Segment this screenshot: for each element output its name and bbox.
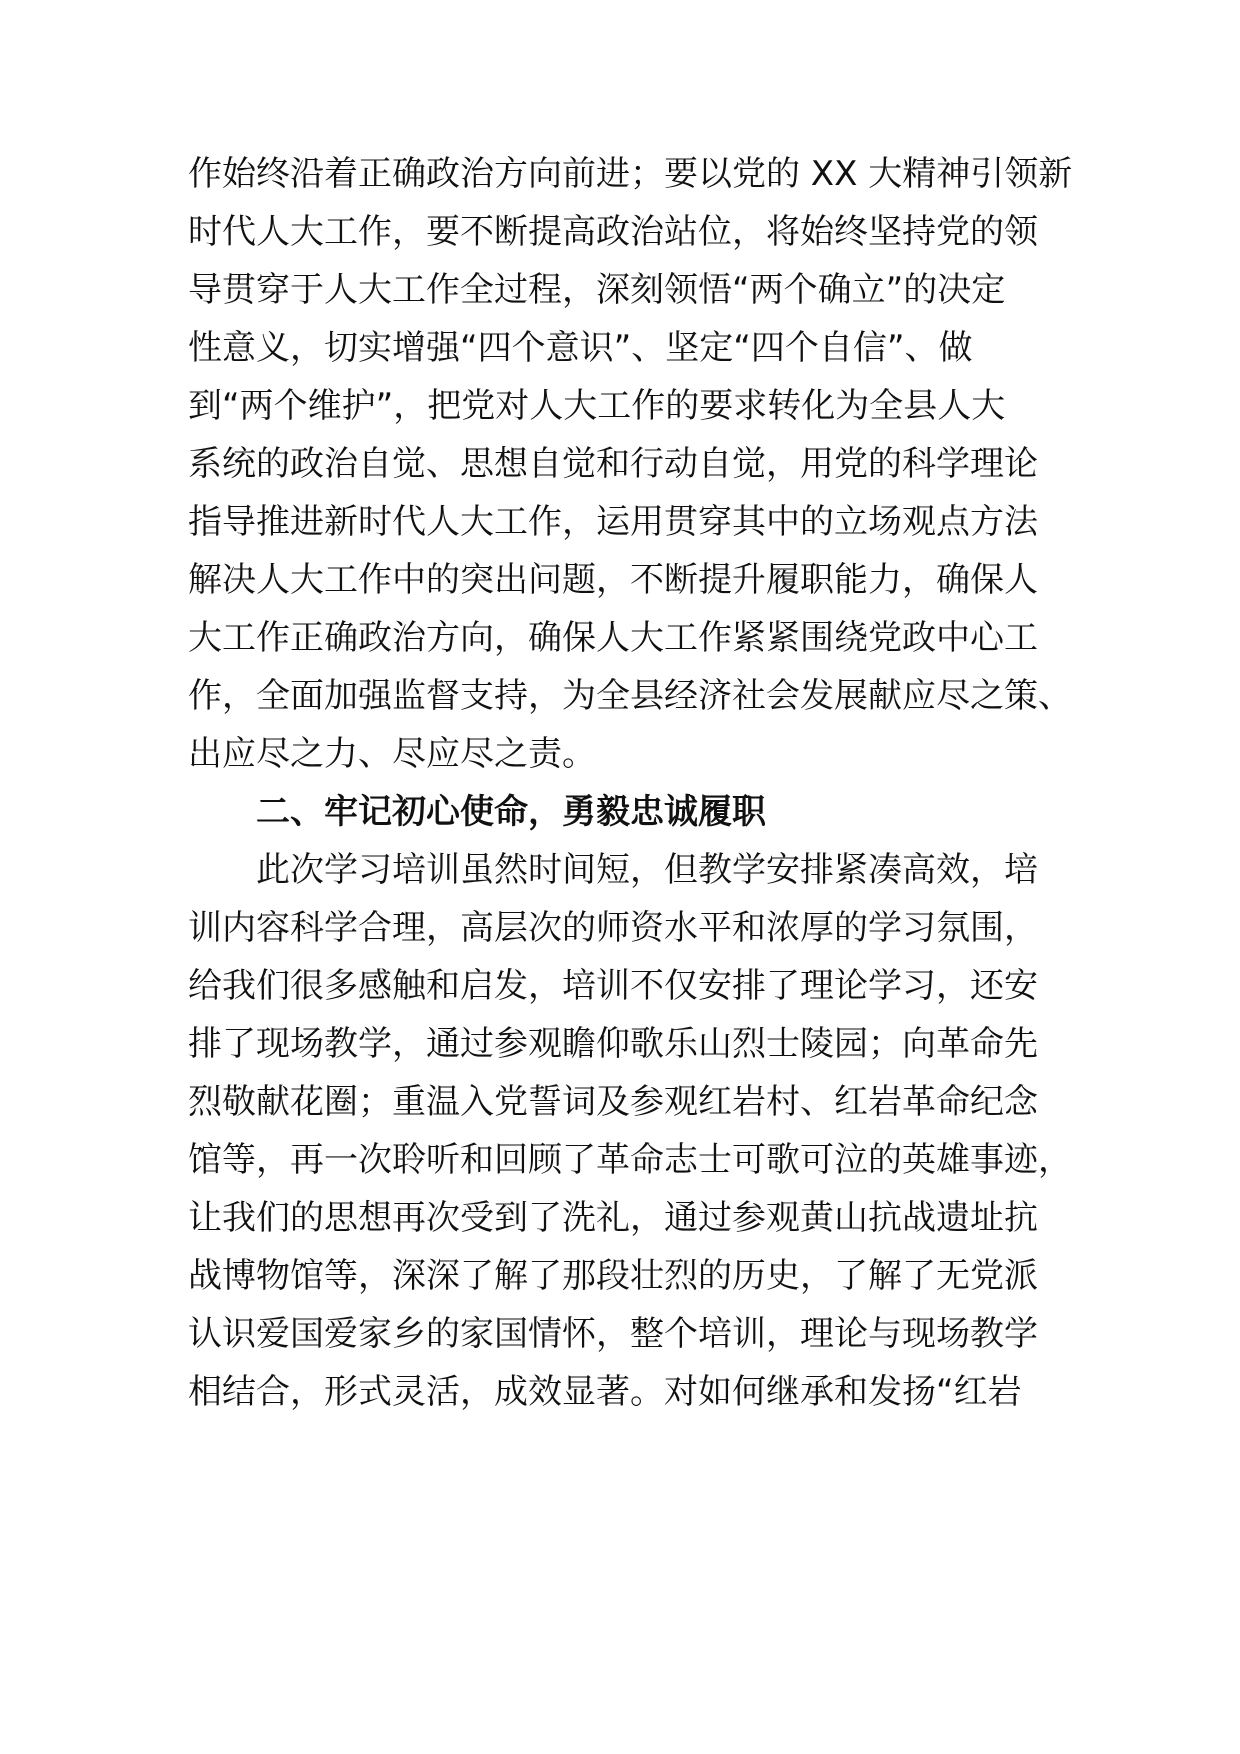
paragraph-line: 给我们很多感触和启发，培训不仅安排了理论学习，还安 (188, 966, 1038, 1006)
paragraph-line: 系统的政治自觉、思想自觉和行动自觉，用党的科学理论 (188, 444, 1038, 484)
paragraph-line: 战博物馆等，深深了解了那段壮烈的历史，了解了无党派 (188, 1256, 1038, 1296)
paragraph-line: 解决人大工作中的突出问题，不断提升履职能力，确保人 (188, 560, 1038, 600)
paragraph-line: 到“两个维护”，把党对人大工作的要求转化为全县人大 (188, 386, 1006, 426)
paragraph-line: 让我们的思想再次受到了洗礼，通过参观黄山抗战遗址抗 (188, 1198, 1038, 1238)
paragraph-line: 性意义，切实增强“四个意识”、坚定“四个自信”、做 (188, 328, 973, 368)
paragraph-line: 烈敬献花圈；重温入党誓词及参观红岩村、红岩革命纪念 (188, 1082, 1038, 1122)
paragraph-line: 大工作正确政治方向，确保人大工作紧紧围绕党政中心工 (188, 618, 1038, 658)
paragraph-line: 训内容科学合理，高层次的师资水平和浓厚的学习氛围， (188, 908, 1038, 948)
paragraph-line: 认识爱国爱家乡的家国情怀，整个培训，理论与现场教学 (188, 1314, 1038, 1354)
paragraph-line: 馆等，再一次聆听和回顾了革命志士可歌可泣的英雄事迹， (188, 1140, 1072, 1180)
paragraph-line: 作始终沿着正确政治方向前进；要以党的 XX 大精神引领新 (188, 154, 1073, 194)
paragraph-line: 出应尽之力、尽应尽之责。 (188, 734, 596, 774)
paragraph-line: 导贯穿于人大工作全过程，深刻领悟“两个确立”的决定 (188, 270, 1006, 310)
paragraph-line: 排了现场教学，通过参观瞻仰歌乐山烈士陵园；向革命先 (188, 1024, 1038, 1064)
paragraph-line: 作，全面加强监督支持，为全县经济社会发展献应尽之策、 (188, 676, 1072, 716)
section-heading: 二、牢记初心使命，勇毅忠诚履职 (256, 792, 766, 832)
paragraph-line: 时代人大工作，要不断提高政治站位，将始终坚持党的领 (188, 212, 1038, 252)
paragraph-line: 相结合，形式灵活，成效显著。对如何继承和发扬“红岩 (188, 1372, 1022, 1412)
paragraph-line: 指导推进新时代人大工作，运用贯穿其中的立场观点方法 (188, 502, 1038, 542)
paragraph-line: 此次学习培训虽然时间短，但教学安排紧凑高效，培 (256, 850, 1038, 890)
